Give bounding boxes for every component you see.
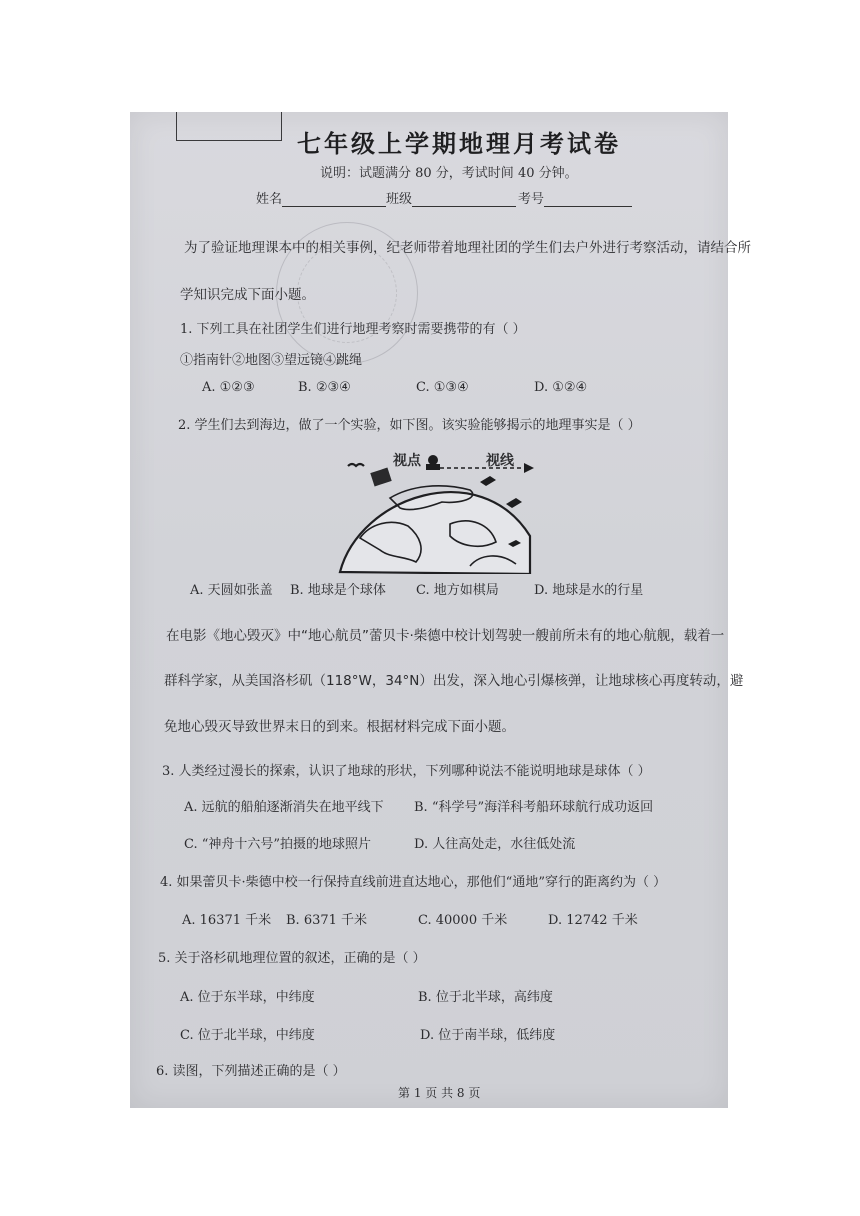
score-box (176, 112, 282, 141)
name-label: 姓名 (256, 192, 283, 207)
q4-stem: 4. 如果蕾贝卡·柴德中校一行保持直线前进直达地心，那他们“通地”穿行的距离约为（ ） (160, 875, 667, 890)
q3-option-b[interactable]: B. “科学号”海洋科考船环球航行成功返回 (414, 800, 654, 815)
passage1-line2: 学知识完成下面小题。 (180, 287, 315, 303)
q6-stem: 6. 读图，下列描述正确的是（ ） (156, 1064, 346, 1079)
q2-option-d[interactable]: D. 地球是水的行星 (534, 583, 644, 598)
q3-option-c[interactable]: C. “神舟十六号”拍摄的地球照片 (184, 837, 372, 852)
name-blank[interactable] (282, 192, 386, 207)
sightline-label: 视线 (486, 453, 514, 469)
q4-option-c[interactable]: C. 40000 千米 (418, 913, 508, 928)
q5-stem: 5. 关于洛杉矶地理位置的叙述，正确的是（ ） (158, 951, 426, 966)
q2-option-c[interactable]: C. 地方如棋局 (416, 583, 499, 598)
ship-icon (506, 498, 522, 508)
q1-items: ①指南针②地图③望远镜④跳绳 (180, 353, 363, 368)
viewer-icon (428, 455, 438, 465)
exam-note: 说明：试题满分 80 分，考试时间 40 分钟。 (320, 166, 578, 181)
bird-icon (348, 464, 364, 466)
curvature-figure (330, 446, 550, 574)
q5-option-b[interactable]: B. 位于北半球，高纬度 (418, 990, 553, 1005)
building-icon (370, 468, 391, 487)
q2-stem: 2. 学生们去到海边，做了一个实验，如下图。该实验能够揭示的地理事实是（ ） (178, 418, 641, 433)
id-field[interactable] (518, 188, 632, 207)
viewpoint-label: 视点 (393, 453, 421, 469)
passage2-line1: 在电影《地心毁灭》中“地心航员”蕾贝卡·柴德中校计划驾驶一艘前所未有的地心航舰，载着一 (166, 628, 725, 644)
q5-option-c[interactable]: C. 位于北半球，中纬度 (180, 1028, 315, 1043)
class-label: 班级 (386, 192, 413, 207)
q3-option-d[interactable]: D. 人往高处走，水往低处流 (414, 837, 576, 852)
q3-stem: 3. 人类经过漫长的探索，认识了地球的形状，下列哪种说法不能说明地球是球体（ ） (162, 764, 651, 779)
q2-option-b[interactable]: B. 地球是个球体 (290, 583, 386, 598)
q1-stem: 1. 下列工具在社团学生们进行地理考察时需要携带的有（ ） (180, 322, 526, 337)
exam-title: 七年级上学期地理月考试卷 (297, 129, 621, 158)
name-field[interactable] (256, 188, 386, 207)
q4-option-a[interactable]: A. 16371 千米 (182, 913, 272, 928)
q1-option-b[interactable]: B. ②③④ (298, 380, 351, 395)
class-blank[interactable] (412, 192, 516, 207)
q2-option-a[interactable]: A. 天圆如张盖 (190, 583, 273, 598)
q4-option-b[interactable]: B. 6371 千米 (286, 913, 368, 928)
passage2-line3: 免地心毁灭导致世界末日的到来。根据材料完成下面小题。 (164, 719, 515, 735)
q1-option-c[interactable]: C. ①③④ (416, 380, 469, 395)
q1-option-a[interactable]: A. ①②③ (202, 380, 255, 395)
id-blank[interactable] (544, 192, 632, 207)
class-field[interactable] (386, 188, 516, 207)
q5-option-a[interactable]: A. 位于东半球，中纬度 (180, 990, 315, 1005)
ship-icon (480, 476, 496, 486)
q1-option-d[interactable]: D. ①②④ (534, 380, 588, 395)
page-number: 第 1 页 共 8 页 (398, 1086, 481, 1100)
q3-option-a[interactable]: A. 远航的船舶逐渐消失在地平线下 (184, 800, 384, 815)
q4-option-d[interactable]: D. 12742 千米 (548, 913, 638, 928)
passage2-line2: 群科学家，从美国洛杉矶（118°W，34°N）出发，深入地心引爆核弹，让地球核心再度转动，避 (164, 673, 744, 689)
passage1-line1: 为了验证地理课本中的相关事例，纪老师带着地理社团的学生们去户外进行考察活动，请结合所 (184, 240, 751, 256)
id-label: 考号 (518, 192, 545, 207)
q5-option-d[interactable]: D. 位于南半球，低纬度 (420, 1028, 556, 1043)
